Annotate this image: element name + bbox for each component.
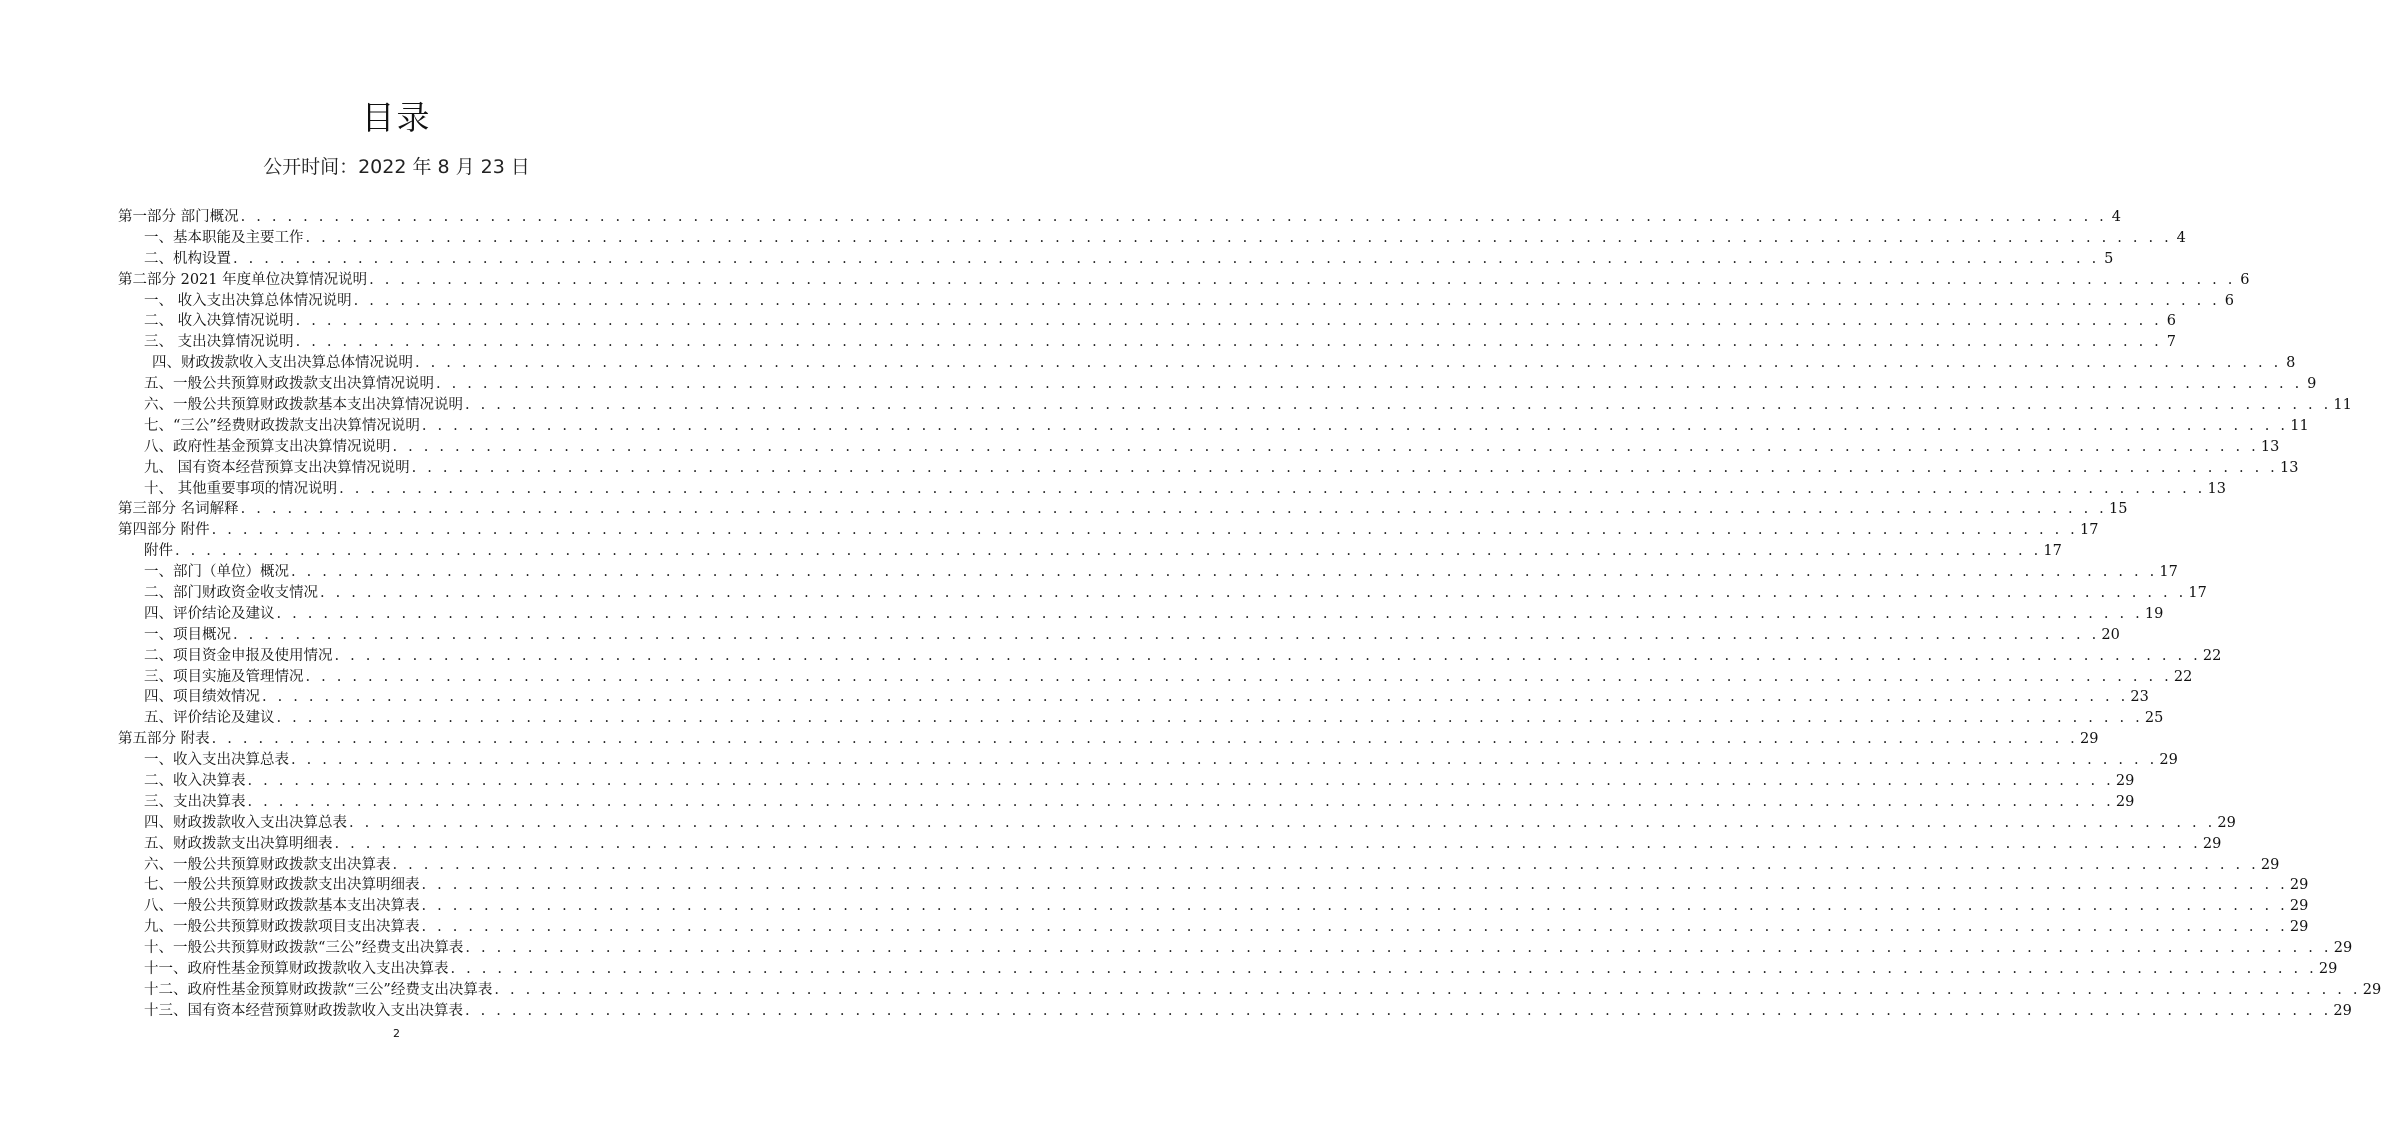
- toc-entry[interactable]: [118, 374, 2317, 395]
- toc-entry-page: 29: [2333, 1002, 2352, 1019]
- toc-entry[interactable]: [118, 395, 2352, 416]
- toc-leader-dots: . . . . . . . . . . . . . . . . . . . . . . . . . . . . . . . . . . . . . . . . . . . . . . . . . . . . . . . . . . . . . . . . . . . . . . . . . . . . . . . . . . . . . . . . . . . . . . . . . . . . . . . . . . . . . . . . . . . . . . . .: [320, 585, 2187, 602]
- toc-entry-label: 八、一般公共预算财政拨款基本支出决算表: [144, 898, 420, 915]
- toc-entry[interactable]: [118, 311, 2176, 332]
- toc-entry-page: 22: [2202, 647, 2222, 664]
- toc-entry[interactable]: [118, 437, 2280, 458]
- toc-entry-label: 十二、政府性基金预算财政拨款“三公”经费支出决算表: [144, 981, 493, 998]
- toc-entry[interactable]: [118, 917, 2309, 938]
- toc-entry-page: 8: [2286, 355, 2296, 372]
- toc-leader-dots: . . . . . . . . . . . . . . . . . . . . . . . . . . . . . . . . . . . . . . . . . . . . . . . . . . . . . . . . . . . . . . . . . . . . . . . . . . . . . . . . . . . . . . . . . . . . . . . . . . . . . . . . . . . . . . . . . . . . . . . .: [233, 626, 2100, 643]
- toc-entry[interactable]: [118, 771, 2135, 792]
- toc-entry-page: 17: [2043, 543, 2062, 560]
- toc-entry-label: 十三、国有资本经营预算财政拨款收入支出决算表: [144, 1002, 463, 1019]
- toc-entry[interactable]: [118, 938, 2353, 959]
- toc-entry-page: 9: [2307, 376, 2317, 393]
- toc-leader-dots: . . . . . . . . . . . . . . . . . . . . . . . . . . . . . . . . . . . . . . . . . . . . . . . . . . . . . . . . . . . . . . . . . . . . . . . . . . . . . . . . . . . . . . . . . . . . . . . . . . . . . . . . . . . . . . . . . . . . . . . .: [465, 1002, 2332, 1019]
- toc-leader-dots: . . . . . . . . . . . . . . . . . . . . . . . . . . . . . . . . . . . . . . . . . . . . . . . . . . . . . . . . . . . . . . . . . . . . . . . . . . . . . . . . . . . . . . . . . . . . . . . . . . . . . . . . . . . . . . . . . . . . . . . .: [291, 752, 2158, 769]
- toc-entry-label: 二、收入决算表: [144, 773, 246, 790]
- toc-entry-label: 四、财政拨款收入支出决算总表: [144, 814, 347, 831]
- toc-leader-dots: . . . . . . . . . . . . . . . . . . . . . . . . . . . . . . . . . . . . . . . . . . . . . . . . . . . . . . . . . . . . . . . . . . . . . . . . . . . . . . . . . . . . . . . . . . . . . . . . . . . . . . . . . . . . . . . . . . . . . . . .: [247, 793, 2114, 810]
- toc-entry-label: 二、 收入决算情况说明: [144, 313, 294, 330]
- toc-entry-page: 11: [2333, 397, 2352, 413]
- toc-leader-dots: . . . . . . . . . . . . . . . . . . . . . . . . . . . . . . . . . . . . . . . . . . . . . . . . . . . . . . . . . . . . . . . . . . . . . . . . . . . . . . . . . . . . . . . . . . . . . . . . . . . . . . . . . . . . . . . . . . . . . . . .: [349, 814, 2216, 831]
- toc-entry-label: 一、基本职能及主要工作: [144, 229, 304, 246]
- toc-entry-label: 五、一般公共预算财政拨款支出决算情况说明: [144, 376, 434, 393]
- toc-leader-dots: . . . . . . . . . . . . . . . . . . . . . . . . . . . . . . . . . . . . . . . . . . . . . . . . . . . . . . . . . . . . . . . . . . . . . . . . . . . . . . . . . . . . . . . . . . . . . . . . . . . . . . . . . . . . . . . . . . . . . . . .: [392, 438, 2259, 455]
- toc-leader-dots: . . . . . . . . . . . . . . . . . . . . . . . . . . . . . . . . . . . . . . . . . . . . . . . . . . . . . . . . . . . . . . . . . . . . . . . . . . . . . . . . . . . . . . . . . . . . . . . . . . . . . . . . . . . . . . . . . . . . . . . .: [240, 208, 2107, 225]
- toc-leader-dots: . . . . . . . . . . . . . . . . . . . . . . . . . . . . . . . . . . . . . . . . . . . . . . . . . . . . . . . . . . . . . . . . . . . . . . . . . . . . . . . . . . . . . . . . . . . . . . . . . . . . . . . . . . . . . . . . . . . . . . . .: [421, 417, 2289, 434]
- publish-date: 公开时间：2022 年 8 月 23 日: [263, 156, 530, 178]
- toc-entry-label: 四、项目绩效情况: [144, 689, 260, 706]
- toc-entry[interactable]: [118, 458, 2299, 479]
- toc-entry-label: 三、项目实施及管理情况: [144, 668, 304, 685]
- toc-entry-label: 第五部分 附表: [118, 731, 210, 748]
- toc-entry-page: 17: [2159, 564, 2178, 581]
- toc-leader-dots: . . . . . . . . . . . . . . . . . . . . . . . . . . . . . . . . . . . . . . . . . . . . . . . . . . . . . . . . . . . . . . . . . . . . . . . . . . . . . . . . . . . . . . . . . . . . . . . . . . . . . . . . . . . . . . . . . . . . . . . .: [436, 376, 2303, 393]
- toc-entry-label: 十一、政府性基金预算财政拨款收入支出决算表: [144, 961, 449, 978]
- toc-entry[interactable]: [118, 708, 2164, 729]
- toc-entry[interactable]: [118, 604, 2164, 625]
- toc-leader-dots: . . . . . . . . . . . . . . . . . . . . . . . . . . . . . . . . . . . . . . . . . . . . . . . . . . . . . . . . . . . . . . . . . . . . . . . . . . . . . . . . . . . . . . . . . . . . . . . . . . . . . . . . . . . . . . . . . . . . . . . .: [262, 689, 2129, 706]
- toc-entry-page: 19: [2144, 605, 2164, 622]
- toc-entry[interactable]: [118, 687, 2149, 708]
- toc-entry-page: 29: [2260, 856, 2280, 873]
- toc-leader-dots: . . . . . . . . . . . . . . . . . . . . . . . . . . . . . . . . . . . . . . . . . . . . . . . . . . . . . . . . . . . . . . . . . . . . . . . . . . . . . . . . . . . . . . . . . . . . . . . . . . . . . . . . . . . . . . . . . . . . . . . .: [421, 877, 2288, 894]
- toc-leader-dots: . . . . . . . . . . . . . . . . . . . . . . . . . . . . . . . . . . . . . . . . . . . . . . . . . . . . . . . . . . . . . . . . . . . . . . . . . . . . . . . . . . . . . . . . . . . . . . . . . . . . . . . . . . . . . . . . . . . . . . . .: [295, 334, 2162, 351]
- toc-entry-label: 十、一般公共预算财政拨款“三公”经费支出决算表: [144, 940, 464, 957]
- toc-entry-page: 7: [2166, 334, 2176, 351]
- toc-entry-page: 4: [2176, 229, 2186, 246]
- toc-entry-label: 二、部门财政资金收支情况: [144, 585, 318, 602]
- toc-entry-label: 九、一般公共预算财政拨款项目支出决算表: [144, 919, 420, 936]
- toc-entry-page: 13: [2280, 459, 2299, 476]
- toc-entry[interactable]: [118, 291, 2234, 312]
- toc-leader-dots: . . . . . . . . . . . . . . . . . . . . . . . . . . . . . . . . . . . . . . . . . . . . . . . . . . . . . . . . . . . . . . . . . . . . . . . . . . . . . . . . . . . . . . . . . . . . . . . . . . . . . . . . . . . . . . . . . . . . . . . .: [211, 522, 2078, 539]
- toc-entry-page: 17: [2188, 585, 2207, 602]
- toc-entry-label: 四、财政拨款收入支出决算总体情况说明: [152, 355, 413, 372]
- toc-leader-dots: . . . . . . . . . . . . . . . . . . . . . . . . . . . . . . . . . . . . . . . . . . . . . . . . . . . . . . . . . . . . . . . . . . . . . . . . . . . . . . . . . . . . . . . . . . . . . . . . . . . . . . . . . . . . . . . . . . . . . . . .: [276, 710, 2143, 727]
- toc-entry[interactable]: [118, 207, 2121, 228]
- toc-entry-label: 二、项目资金申报及使用情况: [144, 647, 333, 664]
- toc-entry[interactable]: [118, 959, 2338, 980]
- toc-leader-dots: . . . . . . . . . . . . . . . . . . . . . . . . . . . . . . . . . . . . . . . . . . . . . . . . . . . . . . . . . . . . . . . . . . . . . . . . . . . . . . . . . . . . . . . . . . . . . . . . . . . . . . . . . . . . . . . . . . . . . . . .: [339, 480, 2206, 497]
- toc-entry-label: 四、评价结论及建议: [144, 605, 275, 622]
- toc-entry[interactable]: [118, 813, 2236, 834]
- toc-entry[interactable]: [118, 416, 2309, 437]
- toc-entry-page: 29: [2115, 793, 2135, 810]
- toc-entry-page: 11: [2290, 417, 2309, 434]
- toc-entry[interactable]: [118, 499, 2128, 520]
- toc-entry[interactable]: [118, 353, 2296, 374]
- toc-entry-page: 23: [2130, 689, 2149, 706]
- toc-entry-label: 一、部门（单位）概况: [144, 564, 289, 581]
- toc-entry-label: 六、一般公共预算财政拨款支出决算表: [144, 856, 391, 873]
- toc-entry-label: 一、收入支出决算总表: [144, 752, 289, 769]
- toc-entry[interactable]: [118, 625, 2120, 646]
- toc-leader-dots: . . . . . . . . . . . . . . . . . . . . . . . . . . . . . . . . . . . . . . . . . . . . . . . . . . . . . . . . . . . . . . . . . . . . . . . . . . . . . . . . . . . . . . . . . . . . . . . . . . . . . . . . . . . . . . . . . . . . . . . .: [450, 961, 2317, 978]
- toc-leader-dots: . . . . . . . . . . . . . . . . . . . . . . . . . . . . . . . . . . . . . . . . . . . . . . . . . . . . . . . . . . . . . . . . . . . . . . . . . . . . . . . . . . . . . . . . . . . . . . . . . . . . . . . . . . . . . . . . . . . . . . . .: [465, 397, 2332, 413]
- toc-leader-dots: . . . . . . . . . . . . . . . . . . . . . . . . . . . . . . . . . . . . . . . . . . . . . . . . . . . . . . . . . . . . . . . . . . . . . . . . . . . . . . . . . . . . . . . . . . . . . . . . . . . . . . . . . . . . . . . . . . . . . . . .: [334, 647, 2201, 664]
- toc-entry-label: 十、 其他重要事项的情况说明: [144, 480, 338, 497]
- toc-entry[interactable]: [118, 980, 2381, 1001]
- toc-leader-dots: . . . . . . . . . . . . . . . . . . . . . . . . . . . . . . . . . . . . . . . . . . . . . . . . . . . . . . . . . . . . . . . . . . . . . . . . . . . . . . . . . . . . . . . . . . . . . . . . . . . . . . . . . . . . . . . . . . . . . . . .: [369, 271, 2236, 288]
- toc-entry[interactable]: [118, 332, 2176, 353]
- toc-entry-page: 6: [2224, 292, 2234, 309]
- toc-entry-page: 29: [2115, 773, 2135, 790]
- toc-entry-page: 29: [2362, 981, 2381, 998]
- toc-entry[interactable]: [118, 228, 2186, 249]
- toc-entry-page: 25: [2144, 710, 2164, 727]
- toc-entry-label: 第三部分 名词解释: [118, 501, 239, 518]
- toc-leader-dots: . . . . . . . . . . . . . . . . . . . . . . . . . . . . . . . . . . . . . . . . . . . . . . . . . . . . . . . . . . . . . . . . . . . . . . . . . . . . . . . . . . . . . . . . . . . . . . . . . . . . . . . . . . . . . . . . . . . . . . . .: [276, 605, 2143, 622]
- toc-entry-page: 4: [2111, 208, 2121, 225]
- toc-entry-page: 29: [2159, 752, 2178, 769]
- toc-entry-page: 6: [2240, 271, 2250, 288]
- toc-entry[interactable]: [118, 479, 2226, 500]
- toc-entry-label: 五、评价结论及建议: [144, 710, 275, 727]
- toc-leader-dots: . . . . . . . . . . . . . . . . . . . . . . . . . . . . . . . . . . . . . . . . . . . . . . . . . . . . . . . . . . . . . . . . . . . . . . . . . . . . . . . . . . . . . . . . . . . . . . . . . . . . . . . . . . . . . . . . . . . . . . . .: [415, 355, 2282, 372]
- toc-entry-label: 七、一般公共预算财政拨款支出决算明细表: [144, 877, 420, 894]
- toc-entry[interactable]: [118, 562, 2178, 583]
- toc-leader-dots: . . . . . . . . . . . . . . . . . . . . . . . . . . . . . . . . . . . . . . . . . . . . . . . . . . . . . . . . . . . . . . . . . . . . . . . . . . . . . . . . . . . . . . . . . . . . . . . . . . . . . . . . . . . . . . . . . . . . . . . .: [305, 668, 2172, 685]
- toc-entry-page: 22: [2173, 668, 2193, 685]
- toc-entry[interactable]: [118, 855, 2280, 876]
- toc-entry-label: 第一部分 部门概况: [118, 208, 239, 225]
- toc-entry-page: 20: [2101, 626, 2120, 643]
- toc-leader-dots: . . . . . . . . . . . . . . . . . . . . . . . . . . . . . . . . . . . . . . . . . . . . . . . . . . . . . . . . . . . . . . . . . . . . . . . . . . . . . . . . . . . . . . . . . . . . . . . . . . . . . . . . . . . . . . . . . . . . . . . .: [211, 731, 2078, 748]
- toc-entry[interactable]: [118, 729, 2099, 750]
- toc-entry-label: 二、机构设置: [144, 250, 231, 267]
- toc-entry-page: 29: [2318, 961, 2338, 978]
- toc-leader-dots: . . . . . . . . . . . . . . . . . . . . . . . . . . . . . . . . . . . . . . . . . . . . . . . . . . . . . . . . . . . . . . . . . . . . . . . . . . . . . . . . . . . . . . . . . . . . . . . . . . . . . . . . . . . . . . . . . . . . . . . .: [494, 981, 2361, 998]
- toc-entry[interactable]: [118, 834, 2222, 855]
- toc-entry-label: 一、项目概况: [144, 626, 231, 643]
- toc-entry-page: 29: [2289, 919, 2309, 936]
- toc-entry-label: 五、财政拨款支出决算明细表: [144, 835, 333, 852]
- toc-entry[interactable]: [118, 792, 2135, 813]
- toc-entry-page: 13: [2207, 480, 2226, 497]
- toc-leader-dots: . . . . . . . . . . . . . . . . . . . . . . . . . . . . . . . . . . . . . . . . . . . . . . . . . . . . . . . . . . . . . . . . . . . . . . . . . . . . . . . . . . . . . . . . . . . . . . . . . . . . . . . . . . . . . . . . . . . . . . . .: [247, 773, 2114, 790]
- toc-leader-dots: . . . . . . . . . . . . . . . . . . . . . . . . . . . . . . . . . . . . . . . . . . . . . . . . . . . . . . . . . . . . . . . . . . . . . . . . . . . . . . . . . . . . . . . . . . . . . . . . . . . . . . . . . . . . . . . . . . . . . . . .: [240, 501, 2107, 518]
- toc-entry-page: 29: [2217, 814, 2236, 831]
- toc-entry-page: 5: [2104, 250, 2114, 267]
- toc-entry[interactable]: [118, 667, 2193, 688]
- toc-leader-dots: . . . . . . . . . . . . . . . . . . . . . . . . . . . . . . . . . . . . . . . . . . . . . . . . . . . . . . . . . . . . . . . . . . . . . . . . . . . . . . . . . . . . . . . . . . . . . . . . . . . . . . . . . . . . . . . . . . . . . . . .: [175, 543, 2042, 560]
- toc-entry-page: 6: [2166, 313, 2176, 330]
- toc-entry-page: 15: [2109, 501, 2128, 518]
- toc-leader-dots: . . . . . . . . . . . . . . . . . . . . . . . . . . . . . . . . . . . . . . . . . . . . . . . . . . . . . . . . . . . . . . . . . . . . . . . . . . . . . . . . . . . . . . . . . . . . . . . . . . . . . . . . . . . . . . . . . . . . . . . .: [465, 940, 2332, 957]
- toc-entry[interactable]: [118, 249, 2114, 270]
- toc-leader-dots: . . . . . . . . . . . . . . . . . . . . . . . . . . . . . . . . . . . . . . . . . . . . . . . . . . . . . . . . . . . . . . . . . . . . . . . . . . . . . . . . . . . . . . . . . . . . . . . . . . . . . . . . . . . . . . . . . . . . . . . .: [353, 292, 2220, 309]
- toc-leader-dots: . . . . . . . . . . . . . . . . . . . . . . . . . . . . . . . . . . . . . . . . . . . . . . . . . . . . . . . . . . . . . . . . . . . . . . . . . . . . . . . . . . . . . . . . . . . . . . . . . . . . . . . . . . . . . . . . . . . . . . . .: [334, 835, 2201, 852]
- toc-entry[interactable]: [118, 520, 2099, 541]
- toc-entry[interactable]: [118, 876, 2309, 897]
- toc-leader-dots: . . . . . . . . . . . . . . . . . . . . . . . . . . . . . . . . . . . . . . . . . . . . . . . . . . . . . . . . . . . . . . . . . . . . . . . . . . . . . . . . . . . . . . . . . . . . . . . . . . . . . . . . . . . . . . . . . . . . . . . .: [291, 564, 2158, 581]
- toc-entry-page: 17: [2080, 522, 2099, 539]
- toc-entry-label: 第二部分 2021 年度单位决算情况说明: [118, 271, 368, 288]
- page-title: 目录: [361, 98, 432, 137]
- toc-entry-label: 第四部分 附件: [118, 522, 210, 539]
- toc-leader-dots: . . . . . . . . . . . . . . . . . . . . . . . . . . . . . . . . . . . . . . . . . . . . . . . . . . . . . . . . . . . . . . . . . . . . . . . . . . . . . . . . . . . . . . . . . . . . . . . . . . . . . . . . . . . . . . . . . . . . . . . .: [233, 250, 2100, 267]
- toc-entry[interactable]: [118, 1001, 2352, 1022]
- toc-entry[interactable]: [118, 541, 2062, 562]
- toc-entry-label: 八、政府性基金预算支出决算情况说明: [144, 438, 391, 455]
- toc-entry-label: 附件: [144, 543, 173, 560]
- toc-entry-label: 九、 国有资本经营预算支出决算情况说明: [144, 459, 410, 476]
- toc-entry-page: 29: [2289, 898, 2309, 915]
- toc-entry[interactable]: [118, 750, 2178, 771]
- toc-entry-label: 六、一般公共预算财政拨款基本支出决算情况说明: [144, 397, 463, 413]
- toc-entry-page: 29: [2202, 835, 2222, 852]
- toc-leader-dots: . . . . . . . . . . . . . . . . . . . . . . . . . . . . . . . . . . . . . . . . . . . . . . . . . . . . . . . . . . . . . . . . . . . . . . . . . . . . . . . . . . . . . . . . . . . . . . . . . . . . . . . . . . . . . . . . . . . . . . . .: [295, 313, 2162, 330]
- toc-entry-page: 13: [2260, 438, 2280, 455]
- toc-entry-page: 29: [2333, 940, 2353, 957]
- toc-entry[interactable]: [118, 583, 2207, 604]
- toc-entry-label: 七、“三公”经费财政拨款支出决算情况说明: [144, 417, 420, 434]
- toc-entry-label: 三、支出决算表: [144, 793, 246, 810]
- toc-entry-label: 三、 支出决算情况说明: [144, 334, 294, 351]
- toc-leader-dots: . . . . . . . . . . . . . . . . . . . . . . . . . . . . . . . . . . . . . . . . . . . . . . . . . . . . . . . . . . . . . . . . . . . . . . . . . . . . . . . . . . . . . . . . . . . . . . . . . . . . . . . . . . . . . . . . . . . . . . . .: [305, 229, 2172, 246]
- toc-leader-dots: . . . . . . . . . . . . . . . . . . . . . . . . . . . . . . . . . . . . . . . . . . . . . . . . . . . . . . . . . . . . . . . . . . . . . . . . . . . . . . . . . . . . . . . . . . . . . . . . . . . . . . . . . . . . . . . . . . . . . . . .: [421, 898, 2288, 915]
- table-of-contents: [118, 207, 2381, 1022]
- toc-leader-dots: . . . . . . . . . . . . . . . . . . . . . . . . . . . . . . . . . . . . . . . . . . . . . . . . . . . . . . . . . . . . . . . . . . . . . . . . . . . . . . . . . . . . . . . . . . . . . . . . . . . . . . . . . . . . . . . . . . . . . . . .: [411, 459, 2278, 476]
- toc-entry[interactable]: [118, 896, 2309, 917]
- toc-leader-dots: . . . . . . . . . . . . . . . . . . . . . . . . . . . . . . . . . . . . . . . . . . . . . . . . . . . . . . . . . . . . . . . . . . . . . . . . . . . . . . . . . . . . . . . . . . . . . . . . . . . . . . . . . . . . . . . . . . . . . . . .: [392, 856, 2259, 873]
- toc-entry-page: 29: [2289, 877, 2309, 894]
- toc-entry[interactable]: [118, 646, 2222, 667]
- toc-entry[interactable]: [118, 270, 2250, 291]
- toc-entry-label: 一、 收入支出决算总体情况说明: [144, 292, 352, 309]
- toc-entry-page: 29: [2080, 731, 2099, 748]
- page-number: 2: [393, 1027, 400, 1040]
- toc-leader-dots: . . . . . . . . . . . . . . . . . . . . . . . . . . . . . . . . . . . . . . . . . . . . . . . . . . . . . . . . . . . . . . . . . . . . . . . . . . . . . . . . . . . . . . . . . . . . . . . . . . . . . . . . . . . . . . . . . . . . . . . .: [421, 919, 2288, 936]
